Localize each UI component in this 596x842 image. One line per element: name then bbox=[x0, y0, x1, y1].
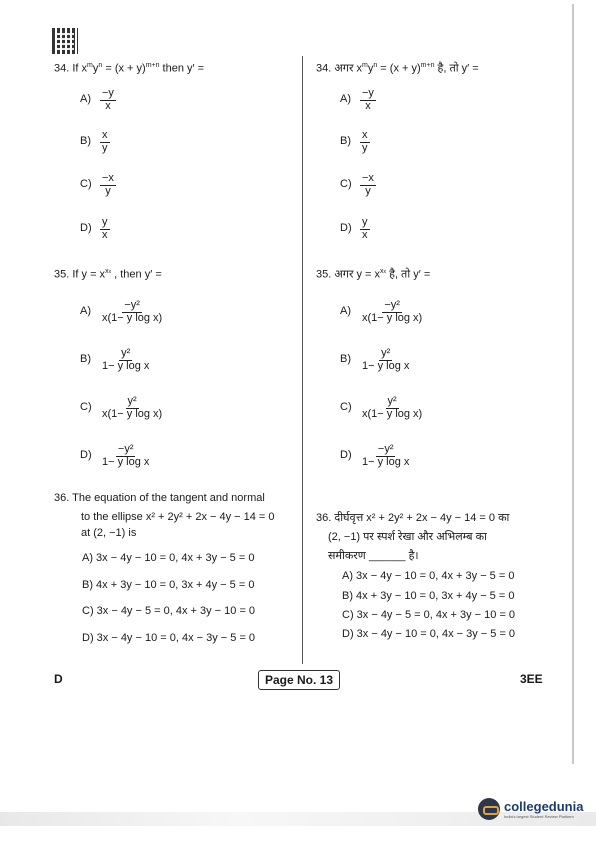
page-edge bbox=[572, 4, 574, 764]
q34-option-a: A) $\frac{-y}{x}$ bbox=[80, 87, 114, 112]
column-divider bbox=[302, 56, 303, 664]
q34-option-d: D) $\frac{y}{x}$ bbox=[80, 216, 108, 241]
brand-watermark bbox=[478, 798, 583, 820]
page-number: Page No. 13 bbox=[258, 670, 340, 690]
q36-option-c-hindi: C) 3x − 4y − 5 = 0, 4x + 3y − 10 = 0 bbox=[342, 609, 516, 621]
q36-option-a-hindi: A) 3x − 4y − 10 = 0, 4x + 3y − 5 = 0 bbox=[342, 570, 515, 582]
q34-option-b-hindi: B) $\frac{x}{y}$ bbox=[340, 129, 368, 154]
q35-option-d-hindi: D) $\frac{\text{−y²}}{\text{1− y log x}}$ bbox=[340, 443, 410, 468]
q34-option-b: B) $\frac{x}{y}$ bbox=[80, 129, 108, 154]
q34-stem-hindi: 34. अगर $x^my^n = (x + y)^{m+n}$ है, तो y′ = bbox=[316, 62, 479, 75]
q36-option-d: D) 3x − 4y − 10 = 0, 4x − 3y − 5 = 0 bbox=[82, 632, 256, 644]
q36-option-c: C) 3x − 4y − 5 = 0, 4x + 3y − 10 = 0 bbox=[82, 605, 256, 617]
q36-option-b-hindi: B) 4x + 3y − 10 = 0, 3x + 4y − 5 = 0 bbox=[342, 590, 515, 602]
q35-option-b: B) $\frac{\text{y²}}{\text{1− y log x}}$ bbox=[80, 347, 150, 372]
series-label: D bbox=[54, 672, 63, 686]
paper-code: 3EE bbox=[520, 672, 543, 686]
q34-option-c: C) $\frac{-x}{y}$ bbox=[80, 172, 114, 197]
q35-option-d: D) $\frac{\text{−y²}}{\text{1− y log x}}$ bbox=[80, 443, 150, 468]
q35-option-a: A) $\frac{\text{−y²}}{\text{x(1− y log x)}}$ bbox=[80, 299, 163, 324]
collegedunia-logo-icon bbox=[478, 798, 500, 820]
brand-tagline: India's largest Student Review Platform bbox=[504, 814, 574, 819]
q36-option-b: B) 4x + 3y − 10 = 0, 3x + 4y − 5 = 0 bbox=[82, 579, 255, 591]
qr-code bbox=[52, 28, 78, 54]
q35-option-c-hindi: C) $\frac{\text{y²}}{\text{x(1− y log x)}}$ bbox=[340, 395, 423, 420]
q34-option-d-hindi: D) $\frac{y}{x}$ bbox=[340, 216, 368, 241]
q34-stem: 34. If $x^my^n = (x + y)^{m+n}$ then y′ = bbox=[54, 62, 205, 75]
q34-option-c-hindi: C) $\frac{-x}{y}$ bbox=[340, 172, 374, 197]
q36-option-a: A) 3x − 4y − 10 = 0, 4x + 3y − 5 = 0 bbox=[82, 552, 255, 564]
q35-stem: 35. If $y = x^{xx}$ , then y′ = bbox=[54, 268, 162, 281]
q35-stem-hindi: 35. अगर $y = x^{xx}$ है, तो y′ = bbox=[316, 268, 431, 281]
q35-option-c: C) $\frac{\text{y²}}{\text{x(1− y log x)}}$ bbox=[80, 395, 163, 420]
q35-option-b-hindi: B) $\frac{\text{y²}}{\text{1− y log x}}$ bbox=[340, 347, 410, 372]
q36-stem: 36. The equation of the tangent and normal to the ellipse x² + 2y² + 2x − 4y − 14 = 0 at (2, −1) is bbox=[54, 492, 275, 539]
q36-option-d-hindi: D) 3x − 4y − 10 = 0, 4x − 3y − 5 = 0 bbox=[342, 628, 516, 640]
q35-option-a-hindi: A) $\frac{\text{−y²}}{\text{x(1− y log x)}}$ bbox=[340, 299, 423, 324]
q34-option-a-hindi: A) $\frac{-y}{x}$ bbox=[340, 87, 374, 112]
q36-stem-hindi: 36. दीर्घवृत्त x² + 2y² + 2x − 4y − 14 = 0 का (2, −1) पर स्पर्श रेखा और अभिलम्ब का समीकरण ______ है। bbox=[316, 512, 510, 562]
brand-name: collegedunia bbox=[504, 799, 584, 814]
